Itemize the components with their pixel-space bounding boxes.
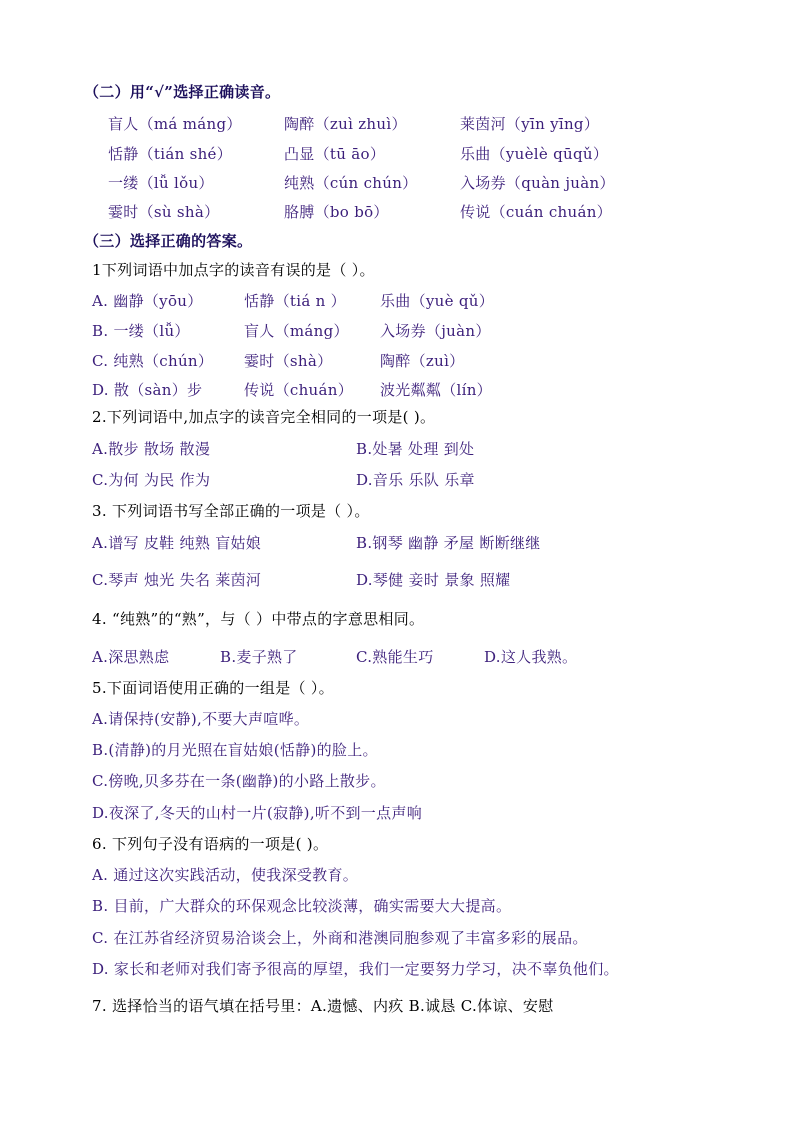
q5-option: A.请保持(安静),不要大声喧哗。	[92, 710, 310, 728]
q3-option: C.琴声 烛光 失名 莱茵河	[92, 571, 262, 589]
pinyin-item: 陶醉（zuì zhuì）	[284, 115, 407, 133]
q4-option: B.麦子熟了	[220, 648, 298, 666]
pinyin-item: 纯熟（cún chún）	[284, 174, 418, 192]
q3-option: D.琴健 妾时 景象 照耀	[356, 571, 511, 589]
pinyin-item: 莱茵河（yīn yīng）	[460, 115, 600, 133]
q5-option: B.(清静)的月光照在盲姑娘(恬静)的脸上。	[92, 741, 378, 759]
q1-option: 陶醉（zuì）	[380, 352, 465, 370]
q4-option: C.熟能生巧	[356, 648, 434, 666]
section-3-title: （三）选择正确的答案。	[84, 232, 253, 250]
pinyin-item: 凸显（tū āo）	[284, 145, 386, 163]
question-1-stem: 1下列词语中加点字的读音有误的是（ ）。	[92, 261, 375, 279]
q4-option: A.深思熟虑	[92, 648, 170, 666]
question-6-stem: 6. 下列句子没有语病的一项是( )。	[92, 835, 329, 853]
question-4-stem: 4. “纯熟”的“熟”，与（ ）中带点的字意思相同。	[92, 610, 425, 628]
pinyin-item: 盲人（má máng）	[108, 115, 242, 133]
question-2-stem: 2.下列词语中,加点字的读音完全相同的一项是( )。	[92, 408, 436, 426]
q2-option: C.为何 为民 作为	[92, 471, 211, 489]
q6-option: D. 家长和老师对我们寄予很高的厚望，我们一定要努力学习，决不辜负他们。	[92, 960, 619, 978]
q3-option: A.谱写 皮鞋 纯熟 盲姑娘	[92, 534, 262, 552]
question-5-stem: 5.下面词语使用正确的一组是（ ）。	[92, 679, 334, 697]
q1-option: D. 散（sàn）步	[92, 381, 203, 399]
q6-option: A. 通过这次实践活动，使我深受教育。	[92, 866, 359, 884]
q1-option: B. 一缕（lǚ）	[92, 322, 190, 340]
q1-option: 波光粼粼（lín）	[380, 381, 492, 399]
pinyin-item: 胳膊（bo bō）	[284, 203, 389, 221]
q3-option: B.钢琴 幽静 矛屋 断断继继	[356, 534, 541, 552]
pinyin-item: 入场券（quàn juàn）	[460, 174, 615, 192]
pinyin-item: 乐曲（yuèlè qūqǔ）	[460, 145, 609, 163]
q1-option: 乐曲（yuè qǔ）	[380, 292, 495, 310]
pinyin-item: 霎时（sù shà）	[108, 203, 220, 221]
q1-option: A. 幽静（yōu）	[92, 292, 203, 310]
q2-option: D.音乐 乐队 乐章	[356, 471, 475, 489]
q4-option: D.这人我熟。	[484, 648, 578, 666]
pinyin-item: 传说（cuán chuán）	[460, 203, 612, 221]
q2-option: A.散步 散场 散漫	[92, 440, 211, 458]
q1-option: 霎时（shà）	[244, 352, 333, 370]
section-2-title: （二）用“√”选择正确读音。	[84, 83, 281, 101]
q1-option: C. 纯熟（chún）	[92, 352, 214, 370]
pinyin-item: 一缕（lǚ lǒu）	[108, 174, 214, 192]
pinyin-item: 恬静（tián shé）	[108, 145, 233, 163]
q2-option: B.处暑 处理 到处	[356, 440, 475, 458]
q5-option: C.傍晚,贝多芬在一条(幽静)的小路上散步。	[92, 772, 386, 790]
q1-option: 盲人（máng）	[244, 322, 349, 340]
question-7-stem: 7. 选择恰当的语气填在括号里：A.遗憾、内疚 B.诚恳 C.体谅、安慰	[92, 997, 554, 1015]
q6-option: B. 目前，广大群众的环保观念比较淡薄，确实需要大大提高。	[92, 897, 512, 915]
question-3-stem: 3. 下列词语书写全部正确的一项是（ ）。	[92, 502, 370, 520]
q1-option: 传说（chuán）	[244, 381, 354, 399]
q1-option: 恬静（tiá n ）	[244, 292, 346, 310]
q5-option: D.夜深了,冬天的山村一片(寂静),听不到一点声响	[92, 804, 423, 822]
q1-option: 入场券（juàn）	[380, 322, 491, 340]
q6-option: C. 在江苏省经济贸易洽谈会上，外商和港澳同胞参观了丰富多彩的展品。	[92, 929, 588, 947]
